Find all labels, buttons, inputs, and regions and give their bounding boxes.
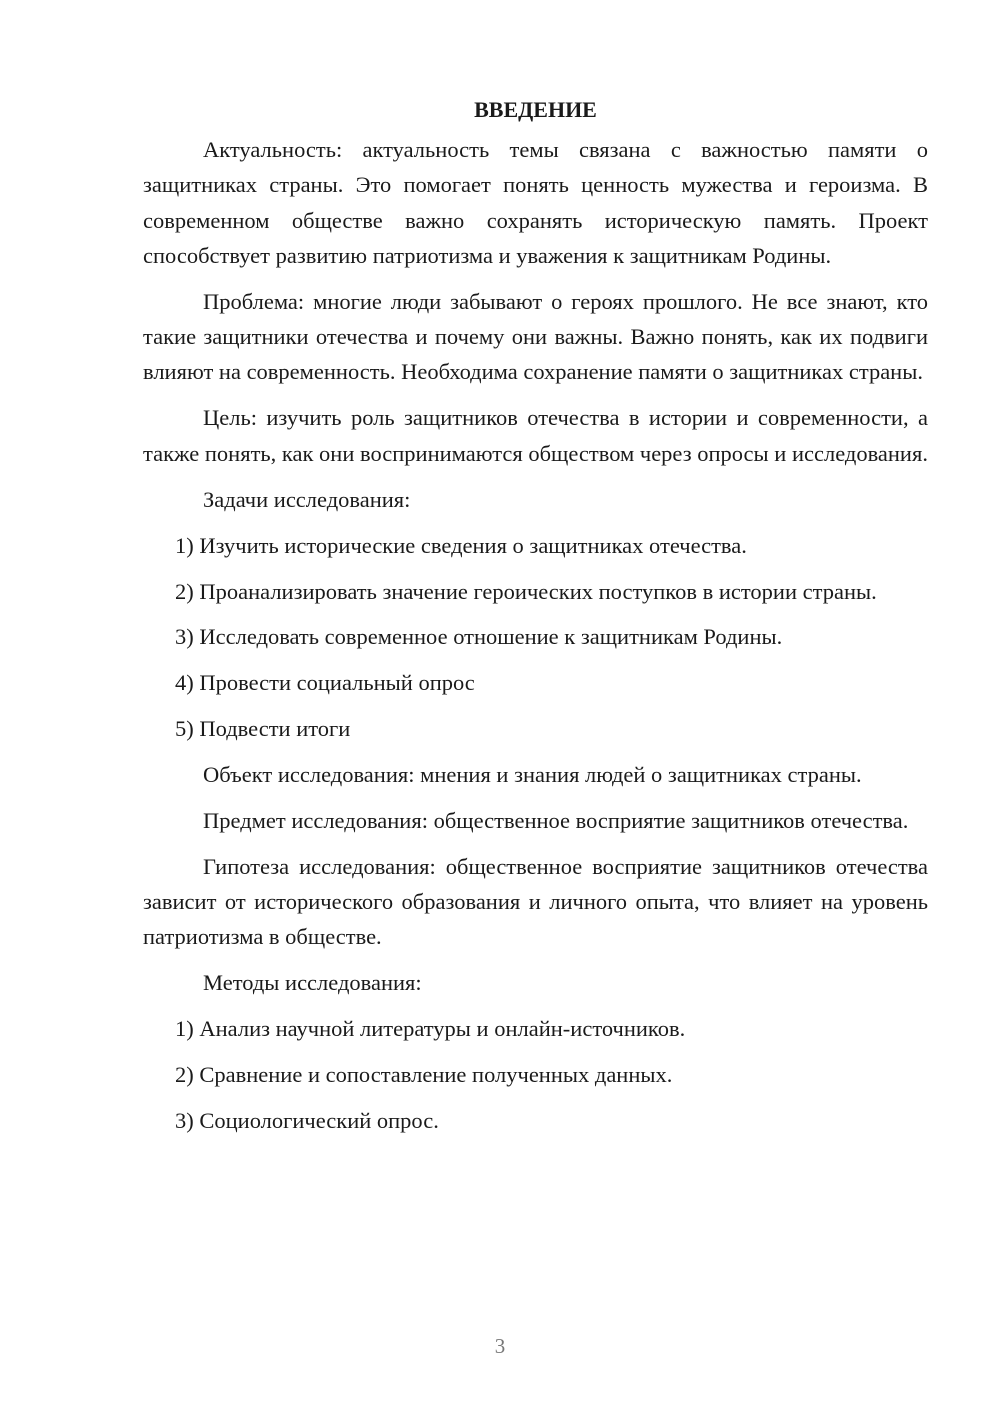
goal-paragraph: Цель: изучить роль защитников отечества в истории и современности, а также понять, как они воспринимаются обществом через опросы и исследования.: [143, 405, 928, 466]
subject-paragraph: Предмет исследования: общественное восприятие защитников отечества.: [203, 807, 909, 833]
task-item-5: 5) Подвести итоги: [175, 715, 351, 741]
method-item-1: 1) Анализ научной литературы и онлайн-источников.: [175, 1016, 686, 1042]
object-paragraph: Объект исследования: мнения и знания людей о защитниках страны.: [203, 761, 862, 787]
relevance-paragraph: Актуальность: актуальность темы связана с важностью памяти о защитниках страны. Это помогает понять ценность мужества и героизма. В современном обществе важно сохранять историческую память. Проект способствует развитию патриотизма и уважения к защитникам Родины.: [143, 137, 928, 268]
task-item-1: 1) Изучить исторические сведения о защитниках отечества.: [175, 532, 747, 558]
section-heading: ВВЕДЕНИЕ: [474, 97, 597, 122]
tasks-heading: Задачи исследования:: [203, 486, 411, 512]
methods-heading: Методы исследования:: [203, 970, 422, 996]
document-page: [143, 92, 928, 1149]
problem-paragraph: Проблема: многие люди забывают о героях прошлого. Не все знают, кто такие защитники отечества и почему они важны. Важно понять, как их подвиги влияют на современность. Необходима сохранение памяти о защитниках страны.: [143, 288, 928, 385]
task-item-2: 2) Проанализировать значение героических поступков в истории страны.: [175, 578, 877, 604]
method-item-3: 3) Социологический опрос.: [175, 1107, 439, 1133]
method-item-2: 2) Сравнение и сопоставление полученных данных.: [175, 1062, 673, 1088]
page-number: 3: [494, 1334, 506, 1358]
task-item-3: 3) Исследовать современное отношение к защитникам Родины.: [175, 624, 783, 650]
hypothesis-paragraph: Гипотеза исследования: общественное восприятие защитников отечества зависит от исторического образования и личного опыта, что влияет на уровень патриотизма в обществе.: [143, 853, 928, 950]
task-item-4: 4) Провести социальный опрос: [175, 670, 475, 696]
